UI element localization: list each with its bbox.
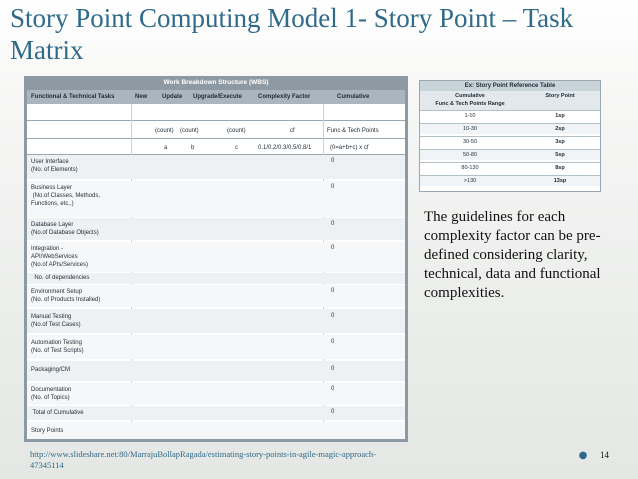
- table-row: [27, 383, 405, 405]
- table-row: [27, 181, 405, 217]
- wbs-row-label: Business Layer (No.of Classes, Methods, Functions, etc.,): [31, 185, 101, 207]
- range-cell: 50-80: [462, 152, 478, 158]
- table-row: [420, 136, 600, 147]
- wbs-row-label: Environment Setup (No. of Products Installed): [31, 289, 101, 303]
- reference-table-title: Ex: Story Point Reference Table: [420, 81, 600, 91]
- divider: [27, 120, 405, 121]
- slide-title: Story Point Computing Model 1- Story Point – Task Matrix: [10, 3, 574, 65]
- table-row: [420, 123, 600, 134]
- wbs-row-label: Total of Cumulative: [31, 410, 84, 416]
- range-cell: >130: [463, 178, 477, 184]
- wbs-row-label: No. of dependencies: [31, 275, 90, 281]
- wbs-header-upgrade: Upgrade/Execute: [193, 94, 243, 100]
- wbs-header-tasks: Functional & Technical Tasks: [31, 94, 115, 100]
- range-cell: 30-50: [462, 139, 478, 145]
- wbs-row-value: 0: [331, 313, 335, 319]
- wbs-header-cumulative: Cumulative: [337, 94, 370, 100]
- sp-cell: 1sp: [555, 113, 565, 119]
- wbs-row-value: 0: [331, 366, 335, 372]
- bullet-icon: ●: [578, 450, 588, 461]
- table-row: [420, 110, 600, 121]
- wbs-table-title: Work Breakdown Structure (WBS): [163, 79, 269, 86]
- range-cell: 10-30: [462, 126, 478, 132]
- table-row: [420, 149, 600, 160]
- wbs-sub1-cf: cf: [290, 128, 295, 134]
- table-row: [420, 162, 600, 173]
- reference-col-range: Cumulative Func & Tech Points Range: [420, 91, 520, 110]
- wbs-sub1-update: (count): [180, 128, 199, 134]
- table-row: [27, 335, 405, 359]
- wbs-row-value: 0: [331, 221, 335, 227]
- table-row: [27, 309, 405, 333]
- wbs-table-body: [27, 90, 405, 439]
- table-row: [27, 242, 405, 272]
- wbs-sub2-formula: (0=a+b+c) x cf: [330, 145, 369, 151]
- wbs-row-label: Documentation (No. of Topics): [31, 387, 72, 401]
- wbs-header-update: Update: [162, 94, 183, 100]
- wbs-sub2-a: a: [164, 145, 168, 151]
- wbs-row-value: 0: [331, 386, 335, 392]
- table-row: [27, 273, 405, 284]
- sp-cell: 13sp: [553, 178, 567, 184]
- sp-cell: 8sp: [555, 165, 565, 171]
- wbs-table: [24, 76, 408, 442]
- table-row: [27, 155, 405, 179]
- wbs-sub1-upgrade: (count): [227, 128, 246, 134]
- wbs-row-value: 0: [331, 158, 335, 164]
- wbs-row-label: Database Layer (No.of Database Objects): [31, 222, 99, 236]
- wbs-row-label: Story Points: [31, 428, 64, 434]
- wbs-sub2-b: b: [191, 145, 195, 151]
- story-point-reference-table: [419, 80, 601, 192]
- wbs-row-label: Automation Testing (No. of Test Scripts): [31, 340, 84, 354]
- sp-cell: 2sp: [555, 126, 565, 132]
- sp-cell: 5sp: [555, 152, 565, 158]
- wbs-row-value: 0: [331, 339, 335, 345]
- range-cell: 1-10: [464, 113, 476, 119]
- range-cell: 80-130: [461, 165, 479, 171]
- guidelines-note: The guidelines for each complexity factor can be pre-defined considering clarity, technical, data and functional complexities.: [424, 209, 601, 301]
- wbs-row-value: 0: [331, 184, 335, 190]
- wbs-header-complexity: Complexity Factor: [258, 94, 311, 100]
- wbs-row-label: Integration - API/WebServices (No.of APIs/Services): [31, 246, 89, 268]
- divider: [27, 138, 405, 139]
- wbs-row-value: 0: [331, 245, 335, 251]
- wbs-sub1-new: (count): [155, 128, 174, 134]
- wbs-header-new: New: [135, 94, 148, 100]
- wbs-sub1-points: Func & Tech Points: [327, 128, 379, 134]
- reference-col-story-point: Story Point: [520, 91, 600, 110]
- wbs-sub2-c: c: [235, 145, 238, 151]
- table-row: [27, 406, 405, 420]
- wbs-row-value: 0: [331, 409, 335, 415]
- sp-cell: 3sp: [555, 139, 565, 145]
- wbs-row-label: User Interface (No. of Elements): [31, 159, 78, 173]
- source-link[interactable]: http://www.slideshare.net:80/MarrajuBollapRagada/estimating-story-points-in-agile-magic-approach-47345114: [30, 449, 376, 470]
- table-row: [420, 175, 600, 186]
- wbs-row-label: Manual Testing (No.of Test Cases): [31, 314, 81, 328]
- table-row: [27, 218, 405, 240]
- table-row: [27, 285, 405, 307]
- table-row: [27, 422, 405, 439]
- page-number: 14: [600, 450, 609, 460]
- wbs-row-value: 0: [331, 288, 335, 294]
- wbs-row-label: Packaging/CM: [31, 367, 71, 373]
- wbs-sub2-cf: 0.1/0.2/0.3/0.5/0.8/1: [258, 145, 312, 151]
- table-row: [27, 361, 405, 381]
- wbs-header-row: [27, 90, 405, 104]
